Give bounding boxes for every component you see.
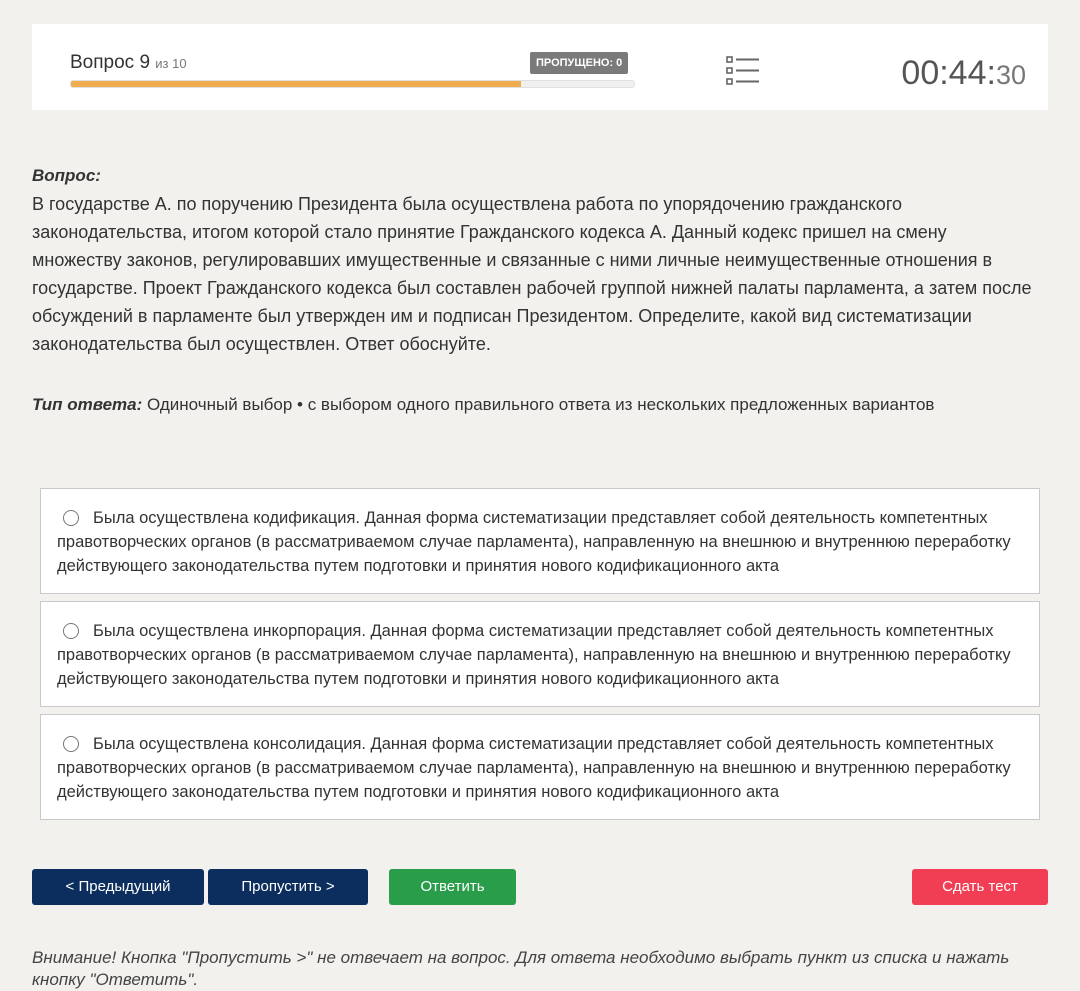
answer-option[interactable] <box>40 488 1040 594</box>
answer-option[interactable] <box>40 601 1040 707</box>
timer-seconds: 30 <box>995 60 1026 90</box>
question-total: из 10 <box>155 56 187 71</box>
question-heading: Вопрос: <box>32 166 101 185</box>
radio-button[interactable] <box>63 623 79 639</box>
radio-button[interactable] <box>63 510 79 526</box>
answer-type-label: Тип ответа: <box>32 395 143 414</box>
skip-button[interactable]: Пропустить > <box>208 869 368 905</box>
question-list-icon[interactable] <box>726 56 760 86</box>
skip-warning-notice: Внимание! Кнопка "Пропустить >" не отвечает на вопрос. Для ответа необходимо выбрать пункт из списка и нажать кнопку "Ответить". <box>32 948 1010 989</box>
timer <box>901 54 1026 93</box>
question-number: Вопрос 9 <box>70 52 151 73</box>
question-counter <box>70 52 187 74</box>
answer-option-text: Была осуществлена кодификация. Данная форма систематизации представляет собой деятельность компетентных правотворческих органов (в рассматриваемом случае парламента), направленную на внешнюю и внутреннюю переработку действующего законодательства путем подготовки и принятия нового кодификационного акта <box>57 509 1011 575</box>
answer-options <box>40 488 1040 827</box>
question-text: В государстве А. по поручению Президента была осуществлена работа по упорядочению гражданского законодательства, итогом которой стало принятие Гражданского кодекса А. Данный кодекс пришел на смену множеству законов, регулировавших имущественные и связанные с ними личные неимущественные отношения в государстве. Проект Гражданского кодекса был составлен рабочей группой нижней палаты парламента, а затем после обсуждений в парламенте был утвержден им и подписан Президентом. Определите, какой вид систематизации законодательства был осуществлен. Ответ обоснуйте. <box>32 194 1032 354</box>
answer-type-value: Одиночный выбор • с выбором одного правильного ответа из нескольких предложенных вариантов <box>147 395 935 414</box>
answer-option[interactable] <box>40 714 1040 820</box>
question-block <box>32 162 1032 358</box>
skipped-badge: ПРОПУЩЕНО: 0 <box>530 52 628 74</box>
quiz-header <box>32 24 1048 110</box>
answer-type <box>32 392 1042 418</box>
answer-option-text: Была осуществлена консолидация. Данная форма систематизации представляет собой деятельность компетентных правотворческих органов (в рассматриваемом случае парламента), направленную на внешнюю и внутреннюю переработку действующего законодательства путем подготовки и принятия нового кодификационного акта <box>57 735 1011 801</box>
submit-test-button[interactable]: Сдать тест <box>912 869 1048 905</box>
radio-button[interactable] <box>63 736 79 752</box>
answer-option-text: Была осуществлена инкорпорация. Данная форма систематизации представляет собой деятельность компетентных правотворческих органов (в рассматриваемом случае парламента), направленную на внешнюю и внутреннюю переработку действующего законодательства путем подготовки и принятия нового кодификационного акта <box>57 622 1011 688</box>
progress-bar-fill <box>71 81 521 87</box>
timer-main: 00:44: <box>901 54 996 92</box>
progress-bar <box>70 80 635 88</box>
previous-button[interactable]: < Предыдущий <box>32 869 204 905</box>
answer-button[interactable]: Ответить <box>389 869 516 905</box>
